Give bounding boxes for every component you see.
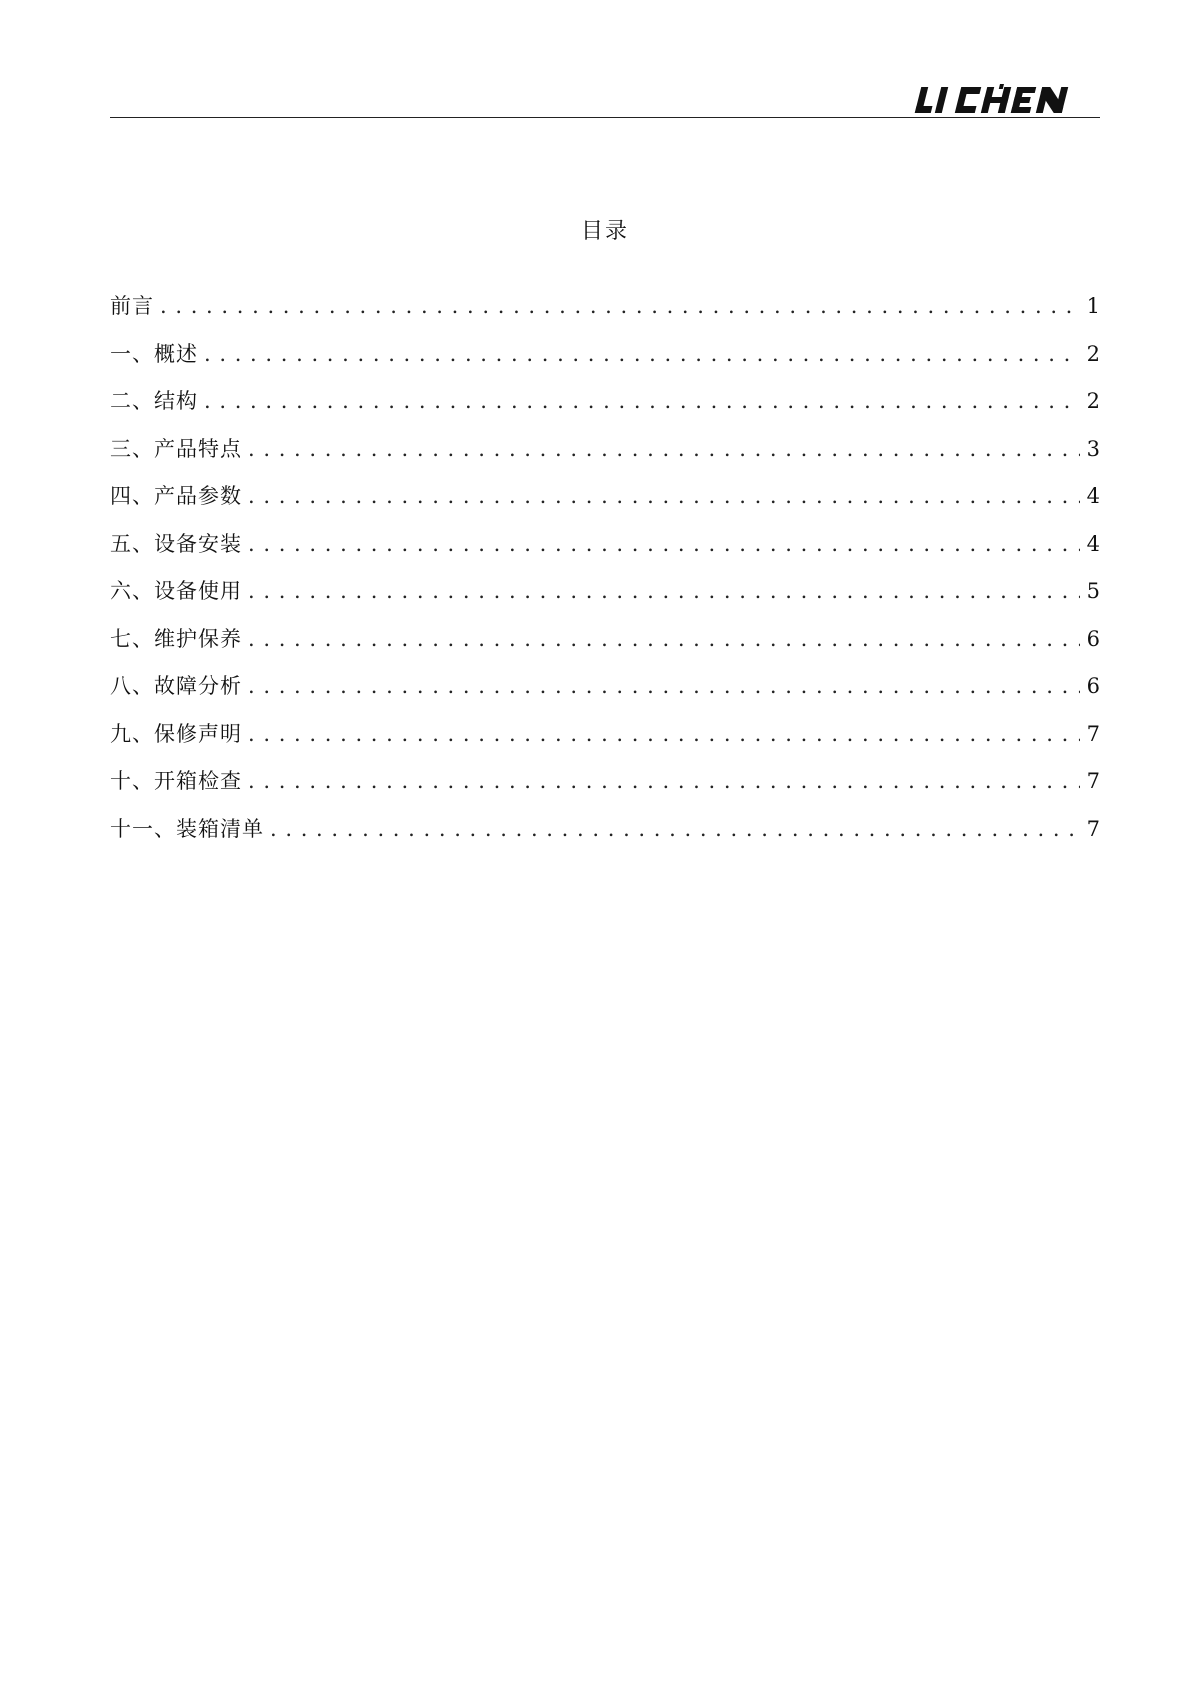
toc-entry-label: 一、概述 (110, 341, 198, 366)
toc-entry[interactable] (110, 290, 1100, 338)
toc-leader-dots (248, 627, 1080, 651)
toc-entry-label: 四、产品参数 (110, 484, 242, 508)
toc-leader-dots (248, 722, 1080, 746)
toc-entry-label: 八、故障分析 (110, 674, 242, 698)
toc-entry-label: 十、开箱检查 (110, 769, 242, 793)
toc-leader-dots (204, 342, 1080, 366)
toc-leader-dots (270, 817, 1080, 841)
toc-entry-page: 2 (1086, 341, 1100, 366)
toc-entry[interactable] (110, 480, 1100, 528)
toc-entry-label: 七、维护保养 (110, 626, 242, 651)
toc-entry-label: 六、设备使用 (110, 579, 242, 603)
toc-entry[interactable] (110, 718, 1100, 766)
toc-entry-label: 三、产品特点 (110, 436, 242, 461)
toc-entry-page: 7 (1086, 816, 1100, 841)
toc-entry[interactable] (110, 670, 1100, 718)
toc-leader-dots (248, 674, 1080, 698)
toc-entry-label: 五、设备安装 (110, 531, 242, 556)
lichen-logo (910, 84, 1100, 116)
toc-entry-label: 前言 (110, 294, 154, 318)
toc-leader-dots (248, 579, 1080, 603)
toc-entry-label: 十一、装箱清单 (110, 816, 264, 841)
toc-entry[interactable] (110, 623, 1100, 671)
toc-entry-page: 4 (1086, 484, 1100, 508)
toc-leader-dots (204, 389, 1080, 413)
toc-entry-label: 九、保修声明 (110, 721, 242, 746)
toc-leader-dots (248, 769, 1080, 793)
toc-entry-page: 7 (1086, 769, 1100, 793)
toc-entry-page: 6 (1086, 674, 1100, 698)
toc-entry-label: 二、结构 (110, 389, 198, 413)
toc-entry[interactable] (110, 338, 1100, 386)
toc-entry-page: 4 (1086, 531, 1100, 556)
toc-leader-dots (160, 294, 1080, 318)
toc-entry-page: 1 (1086, 294, 1100, 318)
toc-entry[interactable] (110, 385, 1100, 433)
toc-entry-page: 6 (1086, 626, 1100, 651)
page-header (110, 80, 1100, 120)
toc-entry[interactable] (110, 433, 1100, 481)
toc-leader-dots (248, 532, 1080, 556)
toc-entry[interactable] (110, 575, 1100, 623)
table-of-contents (110, 290, 1100, 860)
toc-entry-page: 3 (1086, 436, 1100, 461)
toc-entry-page: 7 (1086, 721, 1100, 746)
toc-title: 目录 (580, 219, 629, 244)
toc-entry[interactable] (110, 765, 1100, 813)
toc-leader-dots (248, 437, 1080, 461)
toc-entry[interactable] (110, 813, 1100, 861)
header-divider (110, 117, 1100, 118)
toc-leader-dots (248, 484, 1080, 508)
toc-entry-page: 5 (1086, 579, 1100, 603)
toc-entry-page: 2 (1086, 389, 1100, 413)
toc-entry[interactable] (110, 528, 1100, 576)
